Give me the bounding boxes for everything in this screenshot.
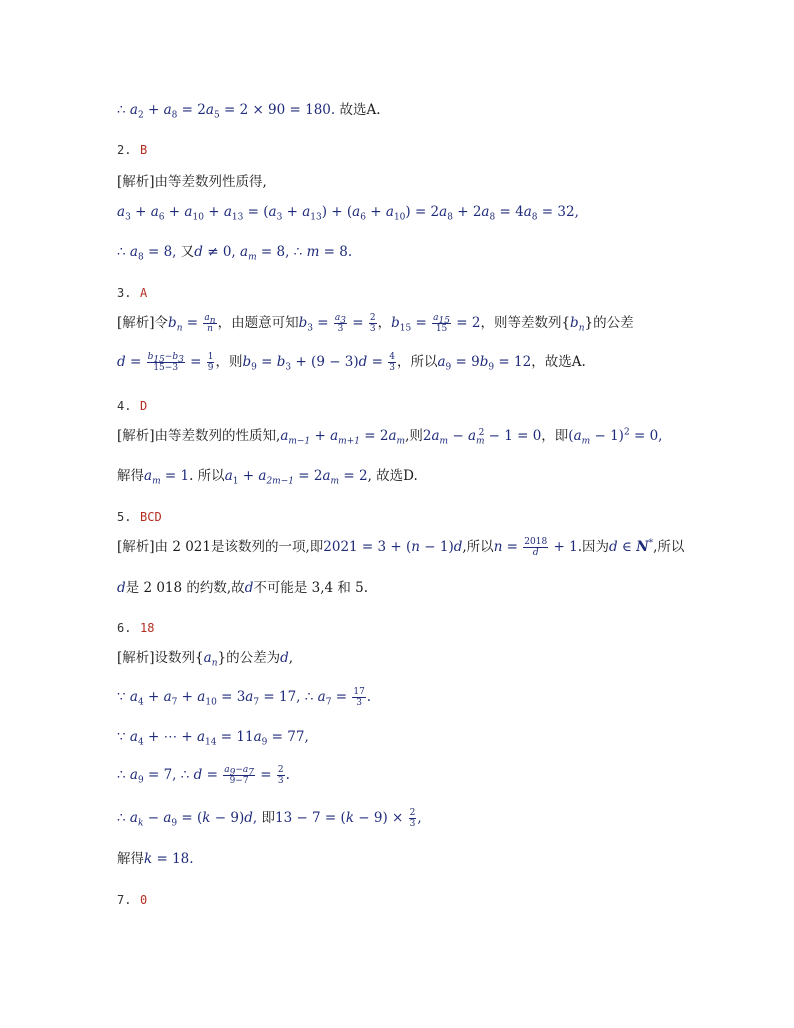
analysis-6-line-6: 解得k = 18.	[117, 851, 194, 867]
question-6-header: 6. 18	[117, 621, 155, 635]
analysis-4-line-2: 解得$a_m = 1$. 所以$a_1 + a_{2m-1} = 2a_m = 2$, 故选D.	[117, 468, 418, 487]
analysis-6-line-3: ∵ $a_4$ + ⋯ + $a_{14} = 11a_9 = 77$,	[117, 729, 309, 748]
question-4-header: 4. D	[117, 399, 148, 413]
analysis-2-intro: [解析]由等差数列性质得,	[117, 174, 267, 190]
analysis-6-line-4: ∴ $a_9 = 7$, ∴ d = $\frac{a_9-a_7}{9-7}$ = $\frac{2}{3}$ .	[117, 765, 290, 786]
solution-line-1: ∴ $a_2 + a_8 = 2a_5 = 2 \times 90 = 180$. 故选A.	[117, 102, 381, 121]
question-2-header: 2. B	[117, 143, 148, 157]
analysis-2-equation: $a_3 + a_6 + a_{10} + a_{13} = (a_3 + a_{13}) + (a_6 + a_{10}) = 2a_8 + 2a_8 = 4a_8 = 32$,	[117, 204, 579, 223]
analysis-3-line-1: [解析]令$b_n$ = $\frac{a_n}{n}$ ，由题意可知$b_3$ = $\frac{a_3}{3}$ = $\frac{2}{3}$ ，$b_{15}$ = $\frac{a_{15}}{15}$ = 2，则等差数列$\{b_n\}$的公差	[117, 313, 634, 334]
analysis-5-line-2: d是 2 018 的约数,故d不可能是 3,4 和 5.	[117, 580, 369, 596]
analysis-6-line-5: ∴ $a_k - a_9 = (k - 9)d$, 即13 − 7 = (k − 9) × $\frac{2}{3}$ ,	[117, 808, 422, 829]
analysis-4-line-1: [解析]由等差数列的性质知$,a_{m-1} + a_{m+1} = 2a_m$,则$2a_m - a_m^2 - 1 = 0$，即$(a_m - 1)^2 = 0$,	[117, 427, 663, 447]
question-3-header: 3. A	[117, 286, 148, 300]
analysis-6-line-1: [解析]设数列$\{a_n\}$的公差为d,	[117, 650, 294, 669]
question-5-header: 5. BCD	[117, 510, 162, 524]
analysis-5-line-1: [解析]由 2 021是该数列的一项,即2021 = 3 + (n − 1)d,所以n = $\frac{2018}{d}$ + 1.因为d ∈ N*,所以	[117, 537, 685, 558]
analysis-2-conclusion: ∴ $a_8 = 8$, 又d ≠ 0, $a_m = 8$, ∴ m = 8.	[117, 244, 353, 263]
question-7-header: 7. 0	[117, 893, 148, 907]
analysis-6-line-2: ∵ $a_4 + a_7 + a_{10} = 3a_7 = 17$, ∴ $a_7$ = $\frac{17}{3}$ .	[117, 687, 372, 708]
analysis-3-line-2: d = $\frac{b_{15}-b_3}{15-3}$ = $\frac{1}{9}$ ，则$b_9 = b_3 + (9 - 3)d$ = $\frac{4}{3}$ ，所以$a_9 = 9b_9 = 12$，故选A.	[117, 352, 586, 373]
